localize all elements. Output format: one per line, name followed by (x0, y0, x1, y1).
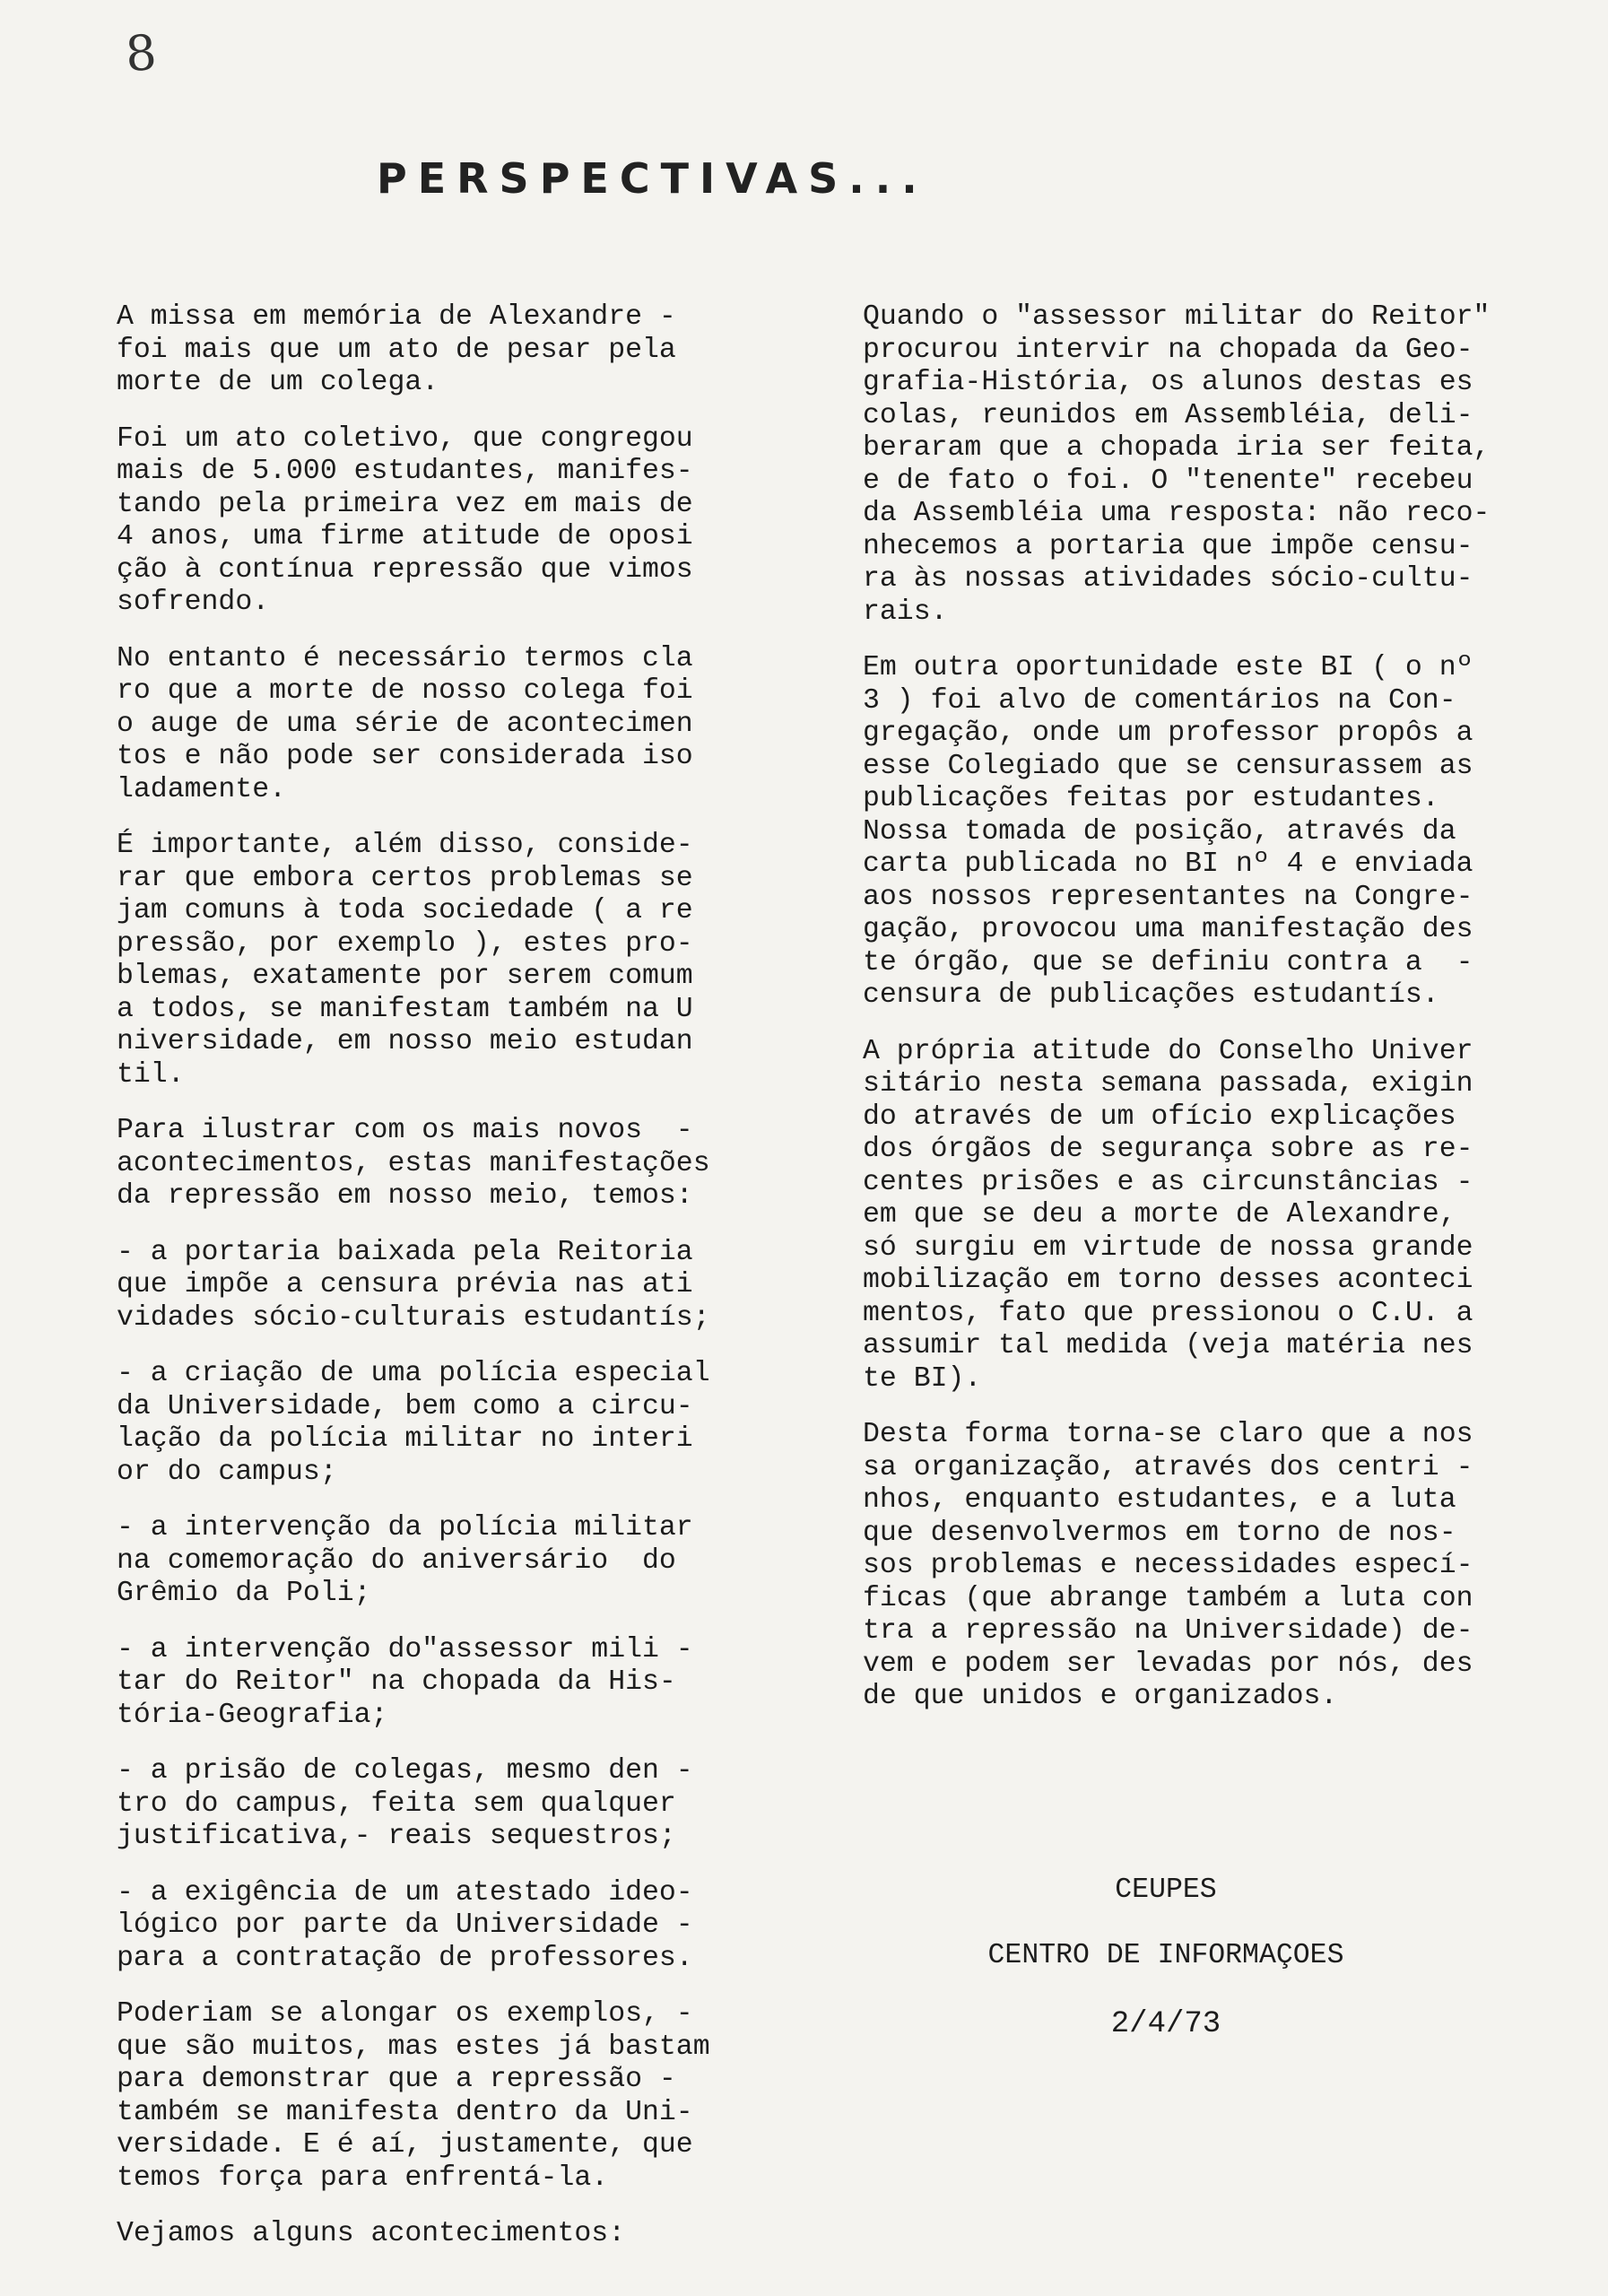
text-line: da Assembléia uma resposta: não reco- (863, 498, 1491, 529)
paragraph (117, 1634, 798, 1733)
text-line: beraram que a chopada iria ser feita, (863, 432, 1491, 464)
text-line: que são muitos, mas estes já bastam (117, 2031, 710, 2063)
text-line: do através de um ofício explicações (863, 1100, 1456, 1133)
text-line: - a intervenção do"assessor mili - (117, 1633, 693, 1665)
paragraph (117, 1877, 798, 1976)
paragraph (117, 1755, 798, 1854)
text-line: ção à contínua repressão que vimos (117, 553, 693, 586)
organization-center: CENTRO DE INFORMAÇOES (987, 1940, 1344, 1971)
paragraph (863, 1036, 1580, 1396)
text-line: gregação, onde um professor propôs a (863, 718, 1473, 749)
text-line: Grêmio da Poli; (117, 1578, 371, 1609)
text-line: - a exigência de um atestado ideo- (117, 1876, 693, 1909)
text-line: 3 ) foi alvo de comentários na Con- (863, 684, 1456, 717)
paragraph (117, 1115, 798, 1213)
paragraph (117, 423, 798, 620)
text-line: jam comuns à toda sociedade ( a re (117, 895, 693, 926)
text-line: assumir tal medida (veja matéria nes (863, 1330, 1473, 1361)
text-line: vidades sócio-culturais estudantís; (117, 1301, 710, 1334)
text-line: - a criação de uma polícia especial (117, 1358, 710, 1389)
text-line: em que se deu a morte de Alexandre, (863, 1199, 1456, 1231)
text-line: ra às nossas atividades sócio-cultu- (863, 563, 1473, 595)
text-line: tar do Reitor" na chopada da His- (117, 1666, 676, 1698)
text-line: - a prisão de colegas, mesmo den - (117, 1755, 693, 1787)
text-line: na comemoração do aniversário do (117, 1544, 676, 1577)
text-line: sofrendo. (117, 587, 270, 618)
paragraph (117, 301, 798, 400)
text-line: Foi um ato coletivo, que congregou (117, 422, 693, 455)
text-line: e de fato o foi. O "tenente" recebeu (863, 465, 1473, 497)
page-number: 8 (123, 23, 159, 83)
text-line: rais. (863, 596, 948, 628)
text-line: te BI). (863, 1362, 982, 1395)
text-line: Quando o "assessor militar do Reitor" (863, 301, 1491, 333)
text-line: Poderiam se alongar os exemplos, - (117, 1998, 693, 2030)
text-line: aos nossos representantes na Congre- (863, 881, 1473, 913)
text-line: da repressão em nosso meio, temos: (117, 1180, 693, 1212)
paragraph (863, 301, 1580, 629)
text-line: tos e não pode ser considerada iso (117, 741, 693, 772)
text-line: publicações feitas por estudantes. (863, 783, 1439, 814)
text-line: - a portaria baixada pela Reitoria (117, 1236, 693, 1268)
text-line: nhecemos a portaria que impõe censu- (863, 530, 1473, 562)
text-line: grafia-História, os alunos destas es (863, 367, 1473, 398)
text-line: Em outra oportunidade este BI ( o nº (863, 652, 1473, 683)
text-line: a todos, se manifestam também na U (117, 993, 693, 1025)
text-line: procurou intervir na chopada da Geo- (863, 334, 1473, 366)
text-line: sitário nesta semana passada, exigin (863, 1068, 1473, 1100)
text-line: de que unidos e organizados. (863, 1681, 1338, 1712)
text-line: acontecimentos, estas manifestações (117, 1147, 710, 1179)
text-line: para demonstrar que a repressão - (117, 2064, 676, 2095)
text-line: niversidade, em nosso meio estudan (117, 1026, 693, 1057)
paragraph (117, 1998, 798, 2195)
text-line: vem e podem ser levadas por nós, des (863, 1648, 1473, 1680)
text-line: dos órgãos de segurança sobre as re- (863, 1134, 1473, 1165)
text-line: colas, reunidos em Assembléia, deli- (863, 399, 1473, 431)
text-line: til. (117, 1058, 185, 1091)
text-line: tro do campus, feita sem qualquer (117, 1787, 676, 1820)
organization-name: CEUPES (1115, 1874, 1217, 1906)
text-line: o auge de uma série de acontecimen (117, 708, 693, 740)
text-line: A missa em memória de Alexandre - (117, 301, 676, 333)
text-line: da Universidade, bem como a circu- (117, 1390, 693, 1422)
text-line: lógico por parte da Universidade - (117, 1909, 693, 1941)
text-line: sa organização, através dos centri - (863, 1451, 1473, 1483)
paragraph (117, 2218, 798, 2251)
text-line: tra a repressão na Universidade) de- (863, 1615, 1473, 1647)
text-line: só surgiu em virtude de nossa grande (863, 1231, 1473, 1264)
text-line: tando pela primeira vez em mais de (117, 488, 693, 520)
text-line: versidade. E é aí, justamente, que (117, 2129, 693, 2161)
text-line: que desenvolvermos em torno de nos- (863, 1517, 1456, 1549)
text-line: A própria atitude do Conselho Univer (863, 1035, 1473, 1067)
text-line: gação, provocou uma manifestação des (863, 914, 1473, 945)
text-line: 4 anos, uma firme atitude de oposi (117, 521, 693, 552)
text-line: Para ilustrar com os mais novos - (117, 1115, 693, 1146)
text-line: Vejamos alguns acontecimentos: (117, 2218, 626, 2249)
text-line: No entanto é necessário termos cla (117, 642, 693, 674)
text-line: rar que embora certos problemas se (117, 862, 693, 894)
page-title: PERSPECTIVAS... (377, 154, 928, 203)
paragraph (863, 1419, 1580, 1714)
text-line: mais de 5.000 estudantes, manifes- (117, 456, 693, 487)
paragraph (117, 1512, 798, 1611)
text-line: É importante, além disso, conside- (117, 830, 693, 861)
paragraph (117, 643, 798, 807)
text-line: or do campus; (117, 1456, 337, 1488)
text-line: centes prisões e as circunstâncias - (863, 1166, 1473, 1198)
text-line: carta publicada no BI nº 4 e enviada (863, 848, 1473, 880)
text-line: justificativa,- reais sequestros; (117, 1821, 676, 1852)
left-column (117, 301, 798, 2274)
text-line: também se manifesta dentro da Uni- (117, 2096, 693, 2128)
text-line: nhos, enquanto estudantes, e a luta (863, 1484, 1456, 1516)
document-date: 2/4/73 (1110, 2007, 1221, 2041)
text-line: sos problemas e necessidades especí- (863, 1550, 1473, 1581)
text-line: - a intervenção da polícia militar (117, 1512, 693, 1544)
paragraph (863, 652, 1580, 1013)
text-line: esse Colegiado que se censurassem as (863, 750, 1473, 782)
text-line: ficas (que abrange também a luta con (863, 1582, 1473, 1614)
text-line: que impõe a censura prévia nas ati (117, 1269, 693, 1300)
paragraph (117, 1358, 798, 1489)
text-line: mobilização em torno desses aconteci (863, 1265, 1473, 1296)
text-line: foi mais que um ato de pesar pela (117, 334, 676, 366)
right-column (863, 301, 1580, 1737)
text-line: ro que a morte de nosso colega foi (117, 675, 693, 707)
text-line: blemas, exatamente por serem comum (117, 961, 693, 992)
text-line: morte de um colega. (117, 367, 439, 398)
text-line: pressão, por exemplo ), estes pro- (117, 927, 693, 960)
text-line: censura de publicações estudantís. (863, 979, 1439, 1011)
paragraph (117, 830, 798, 1091)
text-line: para a contratação de professores. (117, 1942, 693, 1974)
text-line: temos força para enfrentá-la. (117, 2161, 609, 2194)
paragraph (117, 1237, 798, 1335)
text-line: tória-Geografia; (117, 1699, 388, 1731)
text-line: lação da polícia militar no interi (117, 1423, 693, 1455)
text-line: mentos, fato que pressionou o C.U. a (863, 1297, 1473, 1329)
text-line: Desta forma torna-se claro que a nos (863, 1419, 1473, 1450)
text-line: ladamente. (117, 773, 287, 805)
text-line: te órgão, que se definiu contra a - (863, 946, 1473, 978)
text-line: Nossa tomada de posição, através da (863, 815, 1456, 848)
signature-block (915, 1874, 1417, 2075)
